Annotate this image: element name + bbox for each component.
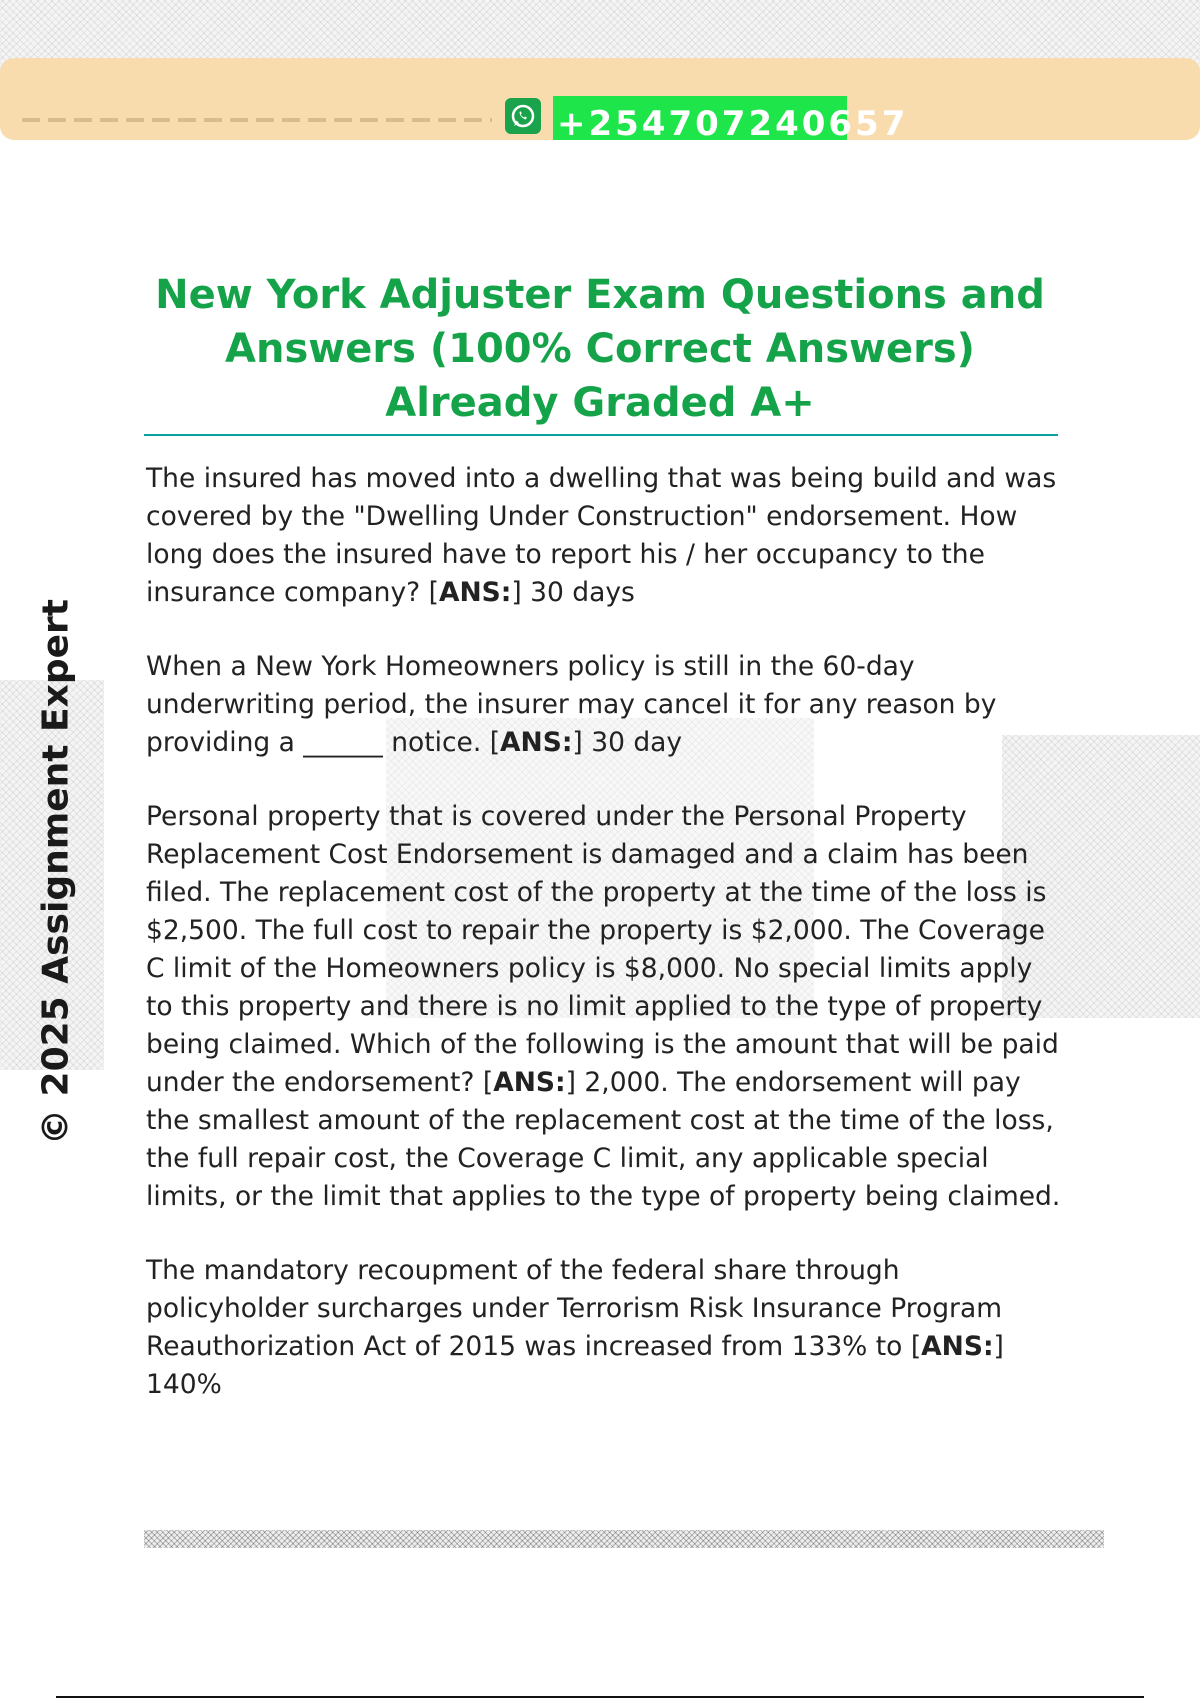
qa-list [146, 460, 1066, 1440]
answer-label: ANS: [500, 727, 573, 758]
whatsapp-glyph [509, 102, 537, 130]
question-text: The insured has moved into a dwelling that was being build and was covered by the "Dwelling Under Construction" endorsement. How long does the insured have to report his / her occupancy to the insurance company? [146, 463, 1057, 608]
question-text: The mandatory recoupment of the federal share through policyholder surcharges under Terrorism Risk Insurance Program Reauthorization Act of 2015 was increased from 133% to [146, 1255, 1003, 1362]
qa-item [146, 460, 1066, 612]
answer-marker: [ANS:] [428, 577, 522, 608]
answer-marker: [ANS:] [482, 1067, 576, 1098]
bottom-hatch-band [144, 1530, 1104, 1548]
question-text: Personal property that is covered under the Personal Property Replacement Cost Endorsement is damaged and a claim has been filed. The replacement cost of the property at the time of the loss is $2,500. The full cost to repair the property is $2,000. The Coverage C limit of the Homeowners policy is $8,000. No special limits apply to this property and there is no limit applied to the type of property being claimed. Which of the following is the amount that will be paid under the endorsement? [146, 801, 1059, 1098]
qa-item [146, 1252, 1066, 1404]
qa-item [146, 648, 1066, 762]
answer-text: 140% [146, 1369, 222, 1400]
answer-text: 30 days [530, 577, 635, 608]
answer-label: ANS: [921, 1331, 994, 1362]
footer-divider [56, 1696, 1144, 1698]
title-divider [144, 434, 1058, 436]
answer-marker: [ANS:] [489, 727, 583, 758]
answer-text: 30 day [591, 727, 683, 758]
answer-label: ANS: [493, 1067, 566, 1098]
whatsapp-icon[interactable] [505, 98, 541, 134]
banner-faint-text [22, 118, 492, 122]
document-title: New York Adjuster Exam Questions and Answers (100% Correct Answers) Already Graded A+ [155, 272, 1045, 426]
answer-label: ANS: [438, 577, 512, 608]
qa-item [146, 798, 1066, 1216]
question-text: When a New York Homeowners policy is still in the 60-day underwriting period, the insurer may cancel it for any reason by providing a ______ notice. [146, 651, 997, 758]
phone-number-badge[interactable] [553, 96, 909, 144]
answer-marker: [ANS:] [910, 1331, 1004, 1362]
phone-number[interactable]: +254707240657 [557, 104, 909, 144]
side-watermark: © 2025 Assignment Expert [35, 599, 77, 1145]
answer-text: 2,000. The endorsement will pay the smallest amount of the replacement cost at the time of the loss, the full repair cost, the Coverage C limit, any applicable special limits, or the limit that applies to the type of property being claimed. [146, 1067, 1061, 1212]
